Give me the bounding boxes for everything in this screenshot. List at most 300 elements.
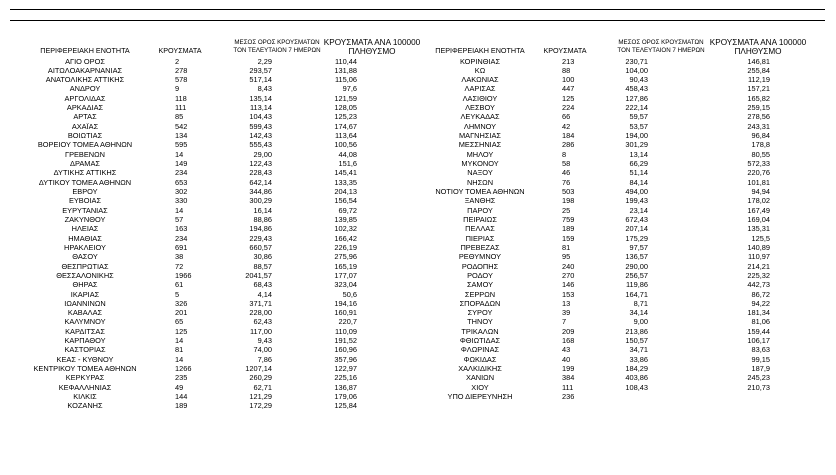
per-100k-value: 159,44 [747, 326, 770, 336]
table-row [0, 66, 836, 75]
per-100k-value: 169,04 [747, 214, 770, 224]
header-region-left: ΠΕΡΙΦΕΡΕΙΑΚΗ ΕΝΟΤΗΤΑ [40, 46, 130, 55]
cases-value: 184 [562, 131, 575, 141]
region-name: ΒΟΙΩΤΙΑΣ [67, 131, 103, 141]
per-100k-value: 357,96 [334, 354, 357, 364]
per-100k-value: 69,72 [338, 205, 357, 215]
table-row [0, 84, 836, 93]
avg-7day-value: 222,14 [625, 103, 648, 113]
table-row [0, 215, 836, 224]
cases-value: 14 [175, 336, 184, 346]
avg-7day-value: 458,43 [625, 84, 648, 94]
per-100k-value: 115,06 [334, 75, 357, 85]
avg-7day-value: 13,14 [629, 149, 648, 159]
region-name: ΕΥΒΟΙΑΣ [68, 196, 102, 206]
cases-value: 144 [175, 392, 188, 402]
avg-7day-value: 34,71 [629, 345, 648, 355]
cases-value: 189 [562, 224, 575, 234]
avg-7day-value: 8,71 [633, 298, 648, 308]
region-name: ΚΕΦΑΛΛΗΝΙΑΣ [58, 382, 112, 392]
cases-value: 759 [562, 214, 575, 224]
table-row [0, 103, 836, 112]
cases-value: 213 [562, 56, 575, 66]
region-name: ΥΠΟ ΔΙΕΡΕΥΝΗΣΗ [447, 392, 513, 402]
cases-value: 1966 [175, 270, 192, 280]
avg-7day-value: 88,86 [253, 214, 272, 224]
cases-value: 384 [562, 373, 575, 383]
region-name: ΖΑΚΥΝΘΟΥ [64, 214, 106, 224]
per-100k-value: 96,84 [751, 131, 770, 141]
avg-7day-value: 194,00 [625, 131, 648, 141]
avg-7day-value: 371,71 [249, 298, 272, 308]
region-name: ΛΑΣΙΘΙΟΥ [462, 93, 498, 103]
cases-value: 46 [562, 168, 571, 178]
cases-value: 286 [562, 140, 575, 150]
avg-7day-value: 8,43 [257, 84, 272, 94]
region-name: ΑΓΙΟ ΟΡΟΣ [65, 56, 105, 66]
per-100k-value: 179,06 [334, 392, 357, 402]
region-name: ΠΕΛΛΑΣ [465, 224, 495, 234]
region-name: ΒΟΡΕΙΟΥ ΤΟΜΕΑ ΑΘΗΝΩΝ [37, 140, 133, 150]
avg-7day-value: 9,43 [257, 336, 272, 346]
region-name: ΔΥΤΙΚΗΣ ΑΤΤΙΚΗΣ [53, 168, 117, 178]
per-100k-value: 110,97 [747, 252, 770, 262]
avg-7day-value: 230,71 [625, 56, 648, 66]
top-rule [10, 9, 825, 10]
cases-value: 201 [175, 308, 188, 318]
cases-value: 25 [562, 205, 571, 215]
region-name: ΣΥΡΟΥ [467, 308, 493, 318]
cases-value: 14 [175, 149, 184, 159]
avg-7day-value: 90,43 [629, 75, 648, 85]
region-name: ΠΡΕΒΕΖΑΣ [460, 242, 500, 252]
cases-value: 66 [562, 112, 571, 122]
cases-value: 691 [175, 242, 188, 252]
region-name: ΓΡΕΒΕΝΩΝ [65, 149, 105, 159]
avg-7day-value: 127,86 [625, 93, 648, 103]
region-name: ΦΛΩΡΙΝΑΣ [460, 345, 500, 355]
avg-7day-value: 2041,57 [245, 270, 272, 280]
region-name: ΗΡΑΚΛΕΙΟΥ [64, 242, 106, 252]
region-name: ΑΙΤΩΛΟΑΚΑΡΝΑΝΙΑΣ [47, 65, 123, 75]
per-100k-value: 220,76 [747, 168, 770, 178]
table-row [0, 252, 836, 261]
per-100k-value: 50,6 [342, 289, 357, 299]
avg-7day-value: 199,43 [625, 196, 648, 206]
per-100k-value: 81,06 [751, 317, 770, 327]
table-row [0, 355, 836, 364]
avg-7day-value: 2,29 [257, 56, 272, 66]
avg-7day-value: 660,57 [249, 242, 272, 252]
avg-7day-value: 642,14 [249, 177, 272, 187]
per-100k-value: 259,15 [747, 103, 770, 113]
avg-7day-value: 403,86 [625, 373, 648, 383]
region-name: ΦΩΚΙΔΑΣ [463, 354, 497, 364]
cases-value: 58 [562, 159, 571, 169]
header-per-left: ΚΡΟΥΣΜΑΤΑ ΑΝΑ 100000 ΠΛΗΘΥΣΜΟ [323, 38, 421, 56]
region-name: ΗΜΑΘΙΑΣ [68, 233, 102, 243]
header-rule [10, 20, 825, 21]
per-100k-value: 194,16 [334, 298, 357, 308]
cases-value: 125 [562, 93, 575, 103]
cases-value: 2 [175, 56, 180, 66]
per-100k-value: 139,85 [334, 214, 357, 224]
cases-value: 81 [562, 242, 571, 252]
avg-7day-value: 119,86 [625, 280, 648, 290]
region-name: ΛΑΚΩΝΙΑΣ [461, 75, 499, 85]
cases-value: 5 [175, 289, 180, 299]
per-100k-value: 133,35 [334, 177, 357, 187]
cases-value: 40 [562, 354, 571, 364]
table-row [0, 401, 836, 410]
avg-7day-value: 228,00 [249, 308, 272, 318]
cases-value: 95 [562, 252, 571, 262]
per-100k-value: 323,04 [334, 280, 357, 290]
table-row [0, 57, 836, 66]
cases-value: 163 [175, 224, 188, 234]
table-row [0, 140, 836, 149]
cases-value: 578 [175, 75, 188, 85]
table-row [0, 131, 836, 140]
cases-value: 7 [562, 317, 567, 327]
cases-value: 209 [562, 326, 575, 336]
header-region-right: ΠΕΡΙΦΕΡΕΙΑΚΗ ΕΝΟΤΗΤΑ [435, 46, 525, 55]
per-100k-value: 146,81 [747, 56, 770, 66]
cases-value: 198 [562, 196, 575, 206]
cases-value: 236 [562, 392, 575, 402]
per-100k-value: 226,19 [334, 242, 357, 252]
cases-value: 146 [562, 280, 575, 290]
table-row [0, 364, 836, 373]
table-row [0, 224, 836, 233]
cases-value: 159 [562, 233, 575, 243]
table-row [0, 290, 836, 299]
avg-7day-value: 260,29 [249, 373, 272, 383]
avg-7day-value: 175,29 [625, 233, 648, 243]
per-100k-value: 44,08 [338, 149, 357, 159]
region-name: ΜΗΛΟΥ [466, 149, 494, 159]
per-100k-value: 245,23 [747, 373, 770, 383]
region-name: ΕΒΡΟΥ [72, 186, 98, 196]
cases-value: 542 [175, 121, 188, 131]
avg-7day-value: 53,57 [629, 121, 648, 131]
per-100k-value: 125,5 [751, 233, 770, 243]
avg-7day-value: 599,43 [249, 121, 272, 131]
avg-7day-value: 344,86 [249, 186, 272, 196]
per-100k-value: 136,87 [334, 382, 357, 392]
per-100k-value: 131,88 [334, 65, 357, 75]
region-name: ΚΑΣΤΟΡΙΑΣ [64, 345, 106, 355]
table-row [0, 178, 836, 187]
region-name: ΝΑΞΟΥ [467, 168, 493, 178]
region-name: ΑΡΚΑΔΙΑΣ [66, 103, 104, 113]
region-name: ΚΑΡΠΑΘΟΥ [64, 336, 106, 346]
region-name: ΤΡΙΚΑΛΩΝ [461, 326, 499, 336]
avg-7day-value: 59,57 [629, 112, 648, 122]
per-100k-value: 97,6 [342, 84, 357, 94]
avg-7day-value: 68,43 [253, 280, 272, 290]
avg-7day-value: 51,14 [629, 168, 648, 178]
region-name: ΔΡΑΜΑΣ [70, 159, 100, 169]
table-row [0, 308, 836, 317]
region-name: ΞΑΝΘΗΣ [464, 196, 496, 206]
per-100k-value: 125,23 [334, 112, 357, 122]
cases-value: 100 [562, 75, 575, 85]
per-100k-value: 178,8 [751, 140, 770, 150]
cases-value: 111 [175, 103, 187, 113]
per-100k-value: 128,05 [334, 103, 357, 113]
cases-value: 43 [562, 345, 571, 355]
region-name: ΘΕΣΠΡΩΤΙΑΣ [61, 261, 109, 271]
avg-7day-value: 113,14 [249, 103, 272, 113]
cases-value: 447 [562, 84, 575, 94]
header-per-right: ΚΡΟΥΣΜΑΤΑ ΑΝΑ 100000 ΠΛΗΘΥΣΜΟ [709, 38, 807, 56]
avg-7day-value: 213,86 [625, 326, 648, 336]
avg-7day-value: 117,00 [249, 326, 272, 336]
region-name: ΔΥΤΙΚΟΥ ΤΟΜΕΑ ΑΘΗΝΩΝ [38, 177, 132, 187]
region-name: ΠΑΡΟΥ [467, 205, 493, 215]
region-name: ΠΙΕΡΙΑΣ [465, 233, 495, 243]
per-100k-value: 165,19 [334, 261, 357, 271]
avg-7day-value: 164,71 [625, 289, 648, 299]
region-name: ΤΗΝΟΥ [467, 317, 493, 327]
region-name: ΡΟΔΟΠΗΣ [461, 261, 499, 271]
avg-7day-value: 136,57 [625, 252, 648, 262]
region-name: ΚΑΡΔΙΤΣΑΣ [65, 326, 105, 336]
per-100k-value: 204,13 [334, 186, 357, 196]
region-name: ΚΕΝΤΡΙΚΟΥ ΤΟΜΕΑ ΑΘΗΝΩΝ [33, 364, 137, 374]
avg-7day-value: 7,86 [257, 354, 272, 364]
cases-value: 65 [175, 317, 184, 327]
cases-value: 235 [175, 373, 188, 383]
per-100k-value: 135,31 [747, 224, 770, 234]
avg-7day-value: 97,57 [629, 242, 648, 252]
avg-7day-value: 122,43 [249, 159, 272, 169]
cases-value: 118 [175, 93, 187, 103]
avg-7day-value: 150,57 [625, 336, 648, 346]
avg-7day-value: 228,43 [249, 168, 272, 178]
per-100k-value: 243,31 [747, 121, 770, 131]
cases-value: 330 [175, 196, 188, 206]
avg-7day-value: 30,86 [253, 252, 272, 262]
table-row [0, 373, 836, 382]
region-name: ΝΗΣΩΝ [466, 177, 494, 187]
per-100k-value: 167,49 [747, 205, 770, 215]
per-100k-value: 174,67 [334, 121, 357, 131]
per-100k-value: 156,54 [334, 196, 357, 206]
region-name: ΛΕΣΒΟΥ [465, 103, 495, 113]
cases-value: 38 [175, 252, 184, 262]
table-row [0, 317, 836, 326]
table-row [0, 280, 836, 289]
cases-value: 8 [562, 149, 567, 159]
cases-value: 61 [175, 280, 184, 290]
per-100k-value: 255,84 [747, 65, 770, 75]
cases-value: 81 [175, 345, 184, 355]
table-row [0, 94, 836, 103]
avg-7day-value: 184,29 [625, 364, 648, 374]
avg-7day-value: 108,43 [625, 382, 648, 392]
per-100k-value: 275,96 [334, 252, 357, 262]
header-cases-right: ΚΡΟΥΣΜΑΤΑ [543, 46, 587, 55]
avg-7day-value: 672,43 [625, 214, 648, 224]
cases-value: 234 [175, 233, 188, 243]
region-name: ΘΑΣΟΥ [72, 252, 98, 262]
avg-7day-value: 301,29 [625, 140, 648, 150]
region-name: ΙΩΑΝΝΙΝΩΝ [64, 298, 106, 308]
region-name: ΜΕΣΣΗΝΙΑΣ [458, 140, 502, 150]
cases-value: 149 [175, 159, 188, 169]
cases-value: 270 [562, 270, 575, 280]
region-name: ΚΩ [474, 65, 486, 75]
region-name: ΚΕΡΚΥΡΑΣ [65, 373, 105, 383]
avg-7day-value: 290,00 [625, 261, 648, 271]
cases-value: 57 [175, 214, 184, 224]
avg-7day-value: 9,00 [633, 317, 648, 327]
cases-value: 224 [562, 103, 575, 113]
avg-7day-value: 74,00 [253, 345, 272, 355]
table-row [0, 150, 836, 159]
cases-value: 302 [175, 186, 188, 196]
region-name: ΗΛΕΙΑΣ [71, 224, 99, 234]
per-100k-value: 145,41 [334, 168, 357, 178]
region-name: ΣΕΡΡΩΝ [464, 289, 496, 299]
region-name: ΚΟΡΙΝΘΙΑΣ [459, 56, 501, 66]
per-100k-value: 140,89 [747, 242, 770, 252]
cases-value: 189 [175, 401, 188, 411]
header-avg-right: ΜΕΣΟΣ ΟΡΟΣ ΚΡΟΥΣΜΑΤΩΝ ΤΟΝ ΤΕΛΕΥΤΑΙΟΝ 7 ΗΜΕΡΩΝ [617, 39, 705, 54]
region-name: ΙΚΑΡΙΑΣ [70, 289, 100, 299]
avg-7day-value: 121,29 [249, 392, 272, 402]
cases-value: 1266 [175, 364, 192, 374]
table-row [0, 383, 836, 392]
avg-7day-value: 194,86 [249, 224, 272, 234]
per-100k-value: 157,21 [747, 84, 770, 94]
avg-7day-value: 62,71 [253, 382, 272, 392]
region-name: ΣΑΜΟΥ [466, 280, 494, 290]
table-row [0, 262, 836, 271]
region-name: ΦΘΙΩΤΙΔΑΣ [459, 336, 501, 346]
per-100k-value: 166,42 [334, 233, 357, 243]
region-name: ΝΟΤΙΟΥ ΤΟΜΕΑ ΑΘΗΝΩΝ [435, 186, 525, 196]
per-100k-value: 160,96 [334, 345, 357, 355]
cases-value: 76 [562, 177, 571, 187]
per-100k-value: 94,94 [751, 186, 770, 196]
cases-value: 14 [175, 205, 184, 215]
per-100k-value: 80,55 [751, 149, 770, 159]
avg-7day-value: 104,00 [625, 65, 648, 75]
table-row [0, 243, 836, 252]
region-name: ΣΠΟΡΑΔΩΝ [459, 298, 501, 308]
cases-value: 125 [175, 326, 188, 336]
region-name: ΑΡΤΑΣ [73, 112, 97, 122]
cases-value: 88 [562, 65, 571, 75]
region-name: ΡΕΘΥΜΝΟΥ [458, 252, 502, 262]
cases-value: 39 [562, 308, 571, 318]
region-name: ΕΥΡΥΤΑΝΙΑΣ [62, 205, 108, 215]
cases-value: 199 [562, 364, 575, 374]
cases-value: 653 [175, 177, 188, 187]
avg-7day-value: 172,29 [249, 401, 272, 411]
per-100k-value: 102,32 [334, 224, 357, 234]
header-avg-left: ΜΕΣΟΣ ΟΡΟΣ ΚΡΟΥΣΜΑΤΩΝ ΤΟΝ ΤΕΛΕΥΤΑΙΟΝ 7 ΗΜΕΡΩΝ [233, 39, 321, 54]
per-100k-value: 210,73 [747, 382, 770, 392]
cases-value: 278 [175, 65, 188, 75]
avg-7day-value: 23,14 [629, 205, 648, 215]
cases-value: 234 [175, 168, 188, 178]
cases-value: 13 [562, 298, 571, 308]
avg-7day-value: 104,43 [249, 112, 272, 122]
region-name: ΚΑΒΑΛΑΣ [67, 308, 103, 318]
region-name: ΧΑΛΚΙΔΙΚΗΣ [458, 364, 502, 374]
avg-7day-value: 207,14 [625, 224, 648, 234]
per-100k-value: 220,7 [338, 317, 357, 327]
table-row [0, 159, 836, 168]
avg-7day-value: 517,14 [249, 75, 272, 85]
region-name: ΧΙΟΥ [471, 382, 489, 392]
per-100k-value: 94,22 [751, 298, 770, 308]
table-row [0, 271, 836, 280]
avg-7day-value: 4,14 [257, 289, 272, 299]
region-name: ΜΥΚΟΝΟΥ [461, 159, 499, 169]
region-name: ΑΡΓΟΛΙΔΑΣ [64, 93, 106, 103]
cases-value: 326 [175, 298, 188, 308]
cases-value: 595 [175, 140, 188, 150]
per-100k-value: 110,09 [334, 326, 357, 336]
per-100k-value: 101,81 [747, 177, 770, 187]
avg-7day-value: 300,29 [249, 196, 272, 206]
table-row [0, 112, 836, 121]
region-name: ΚΙΛΚΙΣ [73, 392, 97, 402]
cases-value: 168 [562, 336, 575, 346]
cases-value: 111 [562, 382, 574, 392]
region-name: ΑΝΑΤΟΛΙΚΗΣ ΑΤΤΙΚΗΣ [45, 75, 125, 85]
cases-value: 72 [175, 261, 184, 271]
cases-value: 134 [175, 131, 188, 141]
header-cases-left: ΚΡΟΥΣΜΑΤΑ [158, 46, 202, 55]
avg-7day-value: 1207,14 [245, 364, 272, 374]
cases-value: 9 [175, 84, 180, 94]
avg-7day-value: 88,57 [253, 261, 272, 271]
table-row [0, 345, 836, 354]
table-row [0, 75, 836, 84]
region-name: ΘΕΣΣΑΛΟΝΙΚΗΣ [56, 270, 114, 280]
per-100k-value: 110,44 [334, 56, 357, 66]
per-100k-value: 100,56 [334, 140, 357, 150]
table-row [0, 168, 836, 177]
per-100k-value: 83,63 [751, 345, 770, 355]
avg-7day-value: 29,00 [253, 149, 272, 159]
table-row [0, 392, 836, 401]
cases-value: 42 [562, 121, 571, 131]
per-100k-value: 99,15 [751, 354, 770, 364]
cases-value: 14 [175, 354, 184, 364]
per-100k-value: 151,6 [338, 159, 357, 169]
table-row [0, 187, 836, 196]
per-100k-value: 278,56 [747, 112, 770, 122]
avg-7day-value: 142,43 [249, 131, 272, 141]
avg-7day-value: 293,57 [249, 65, 272, 75]
region-name: ΛΑΡΙΣΑΣ [464, 84, 496, 94]
region-name: ΚΑΛΥΜΝΟΥ [64, 317, 106, 327]
region-name: ΚΟΖΑΝΗΣ [67, 401, 103, 411]
per-100k-value: 125,84 [334, 401, 357, 411]
avg-7day-value: 494,00 [625, 186, 648, 196]
region-name: ΘΗΡΑΣ [72, 280, 98, 290]
region-name: ΚΕΑΣ - ΚΥΘΝΟΥ [56, 354, 114, 364]
per-100k-value: 225,32 [747, 270, 770, 280]
per-100k-value: 178,02 [747, 196, 770, 206]
